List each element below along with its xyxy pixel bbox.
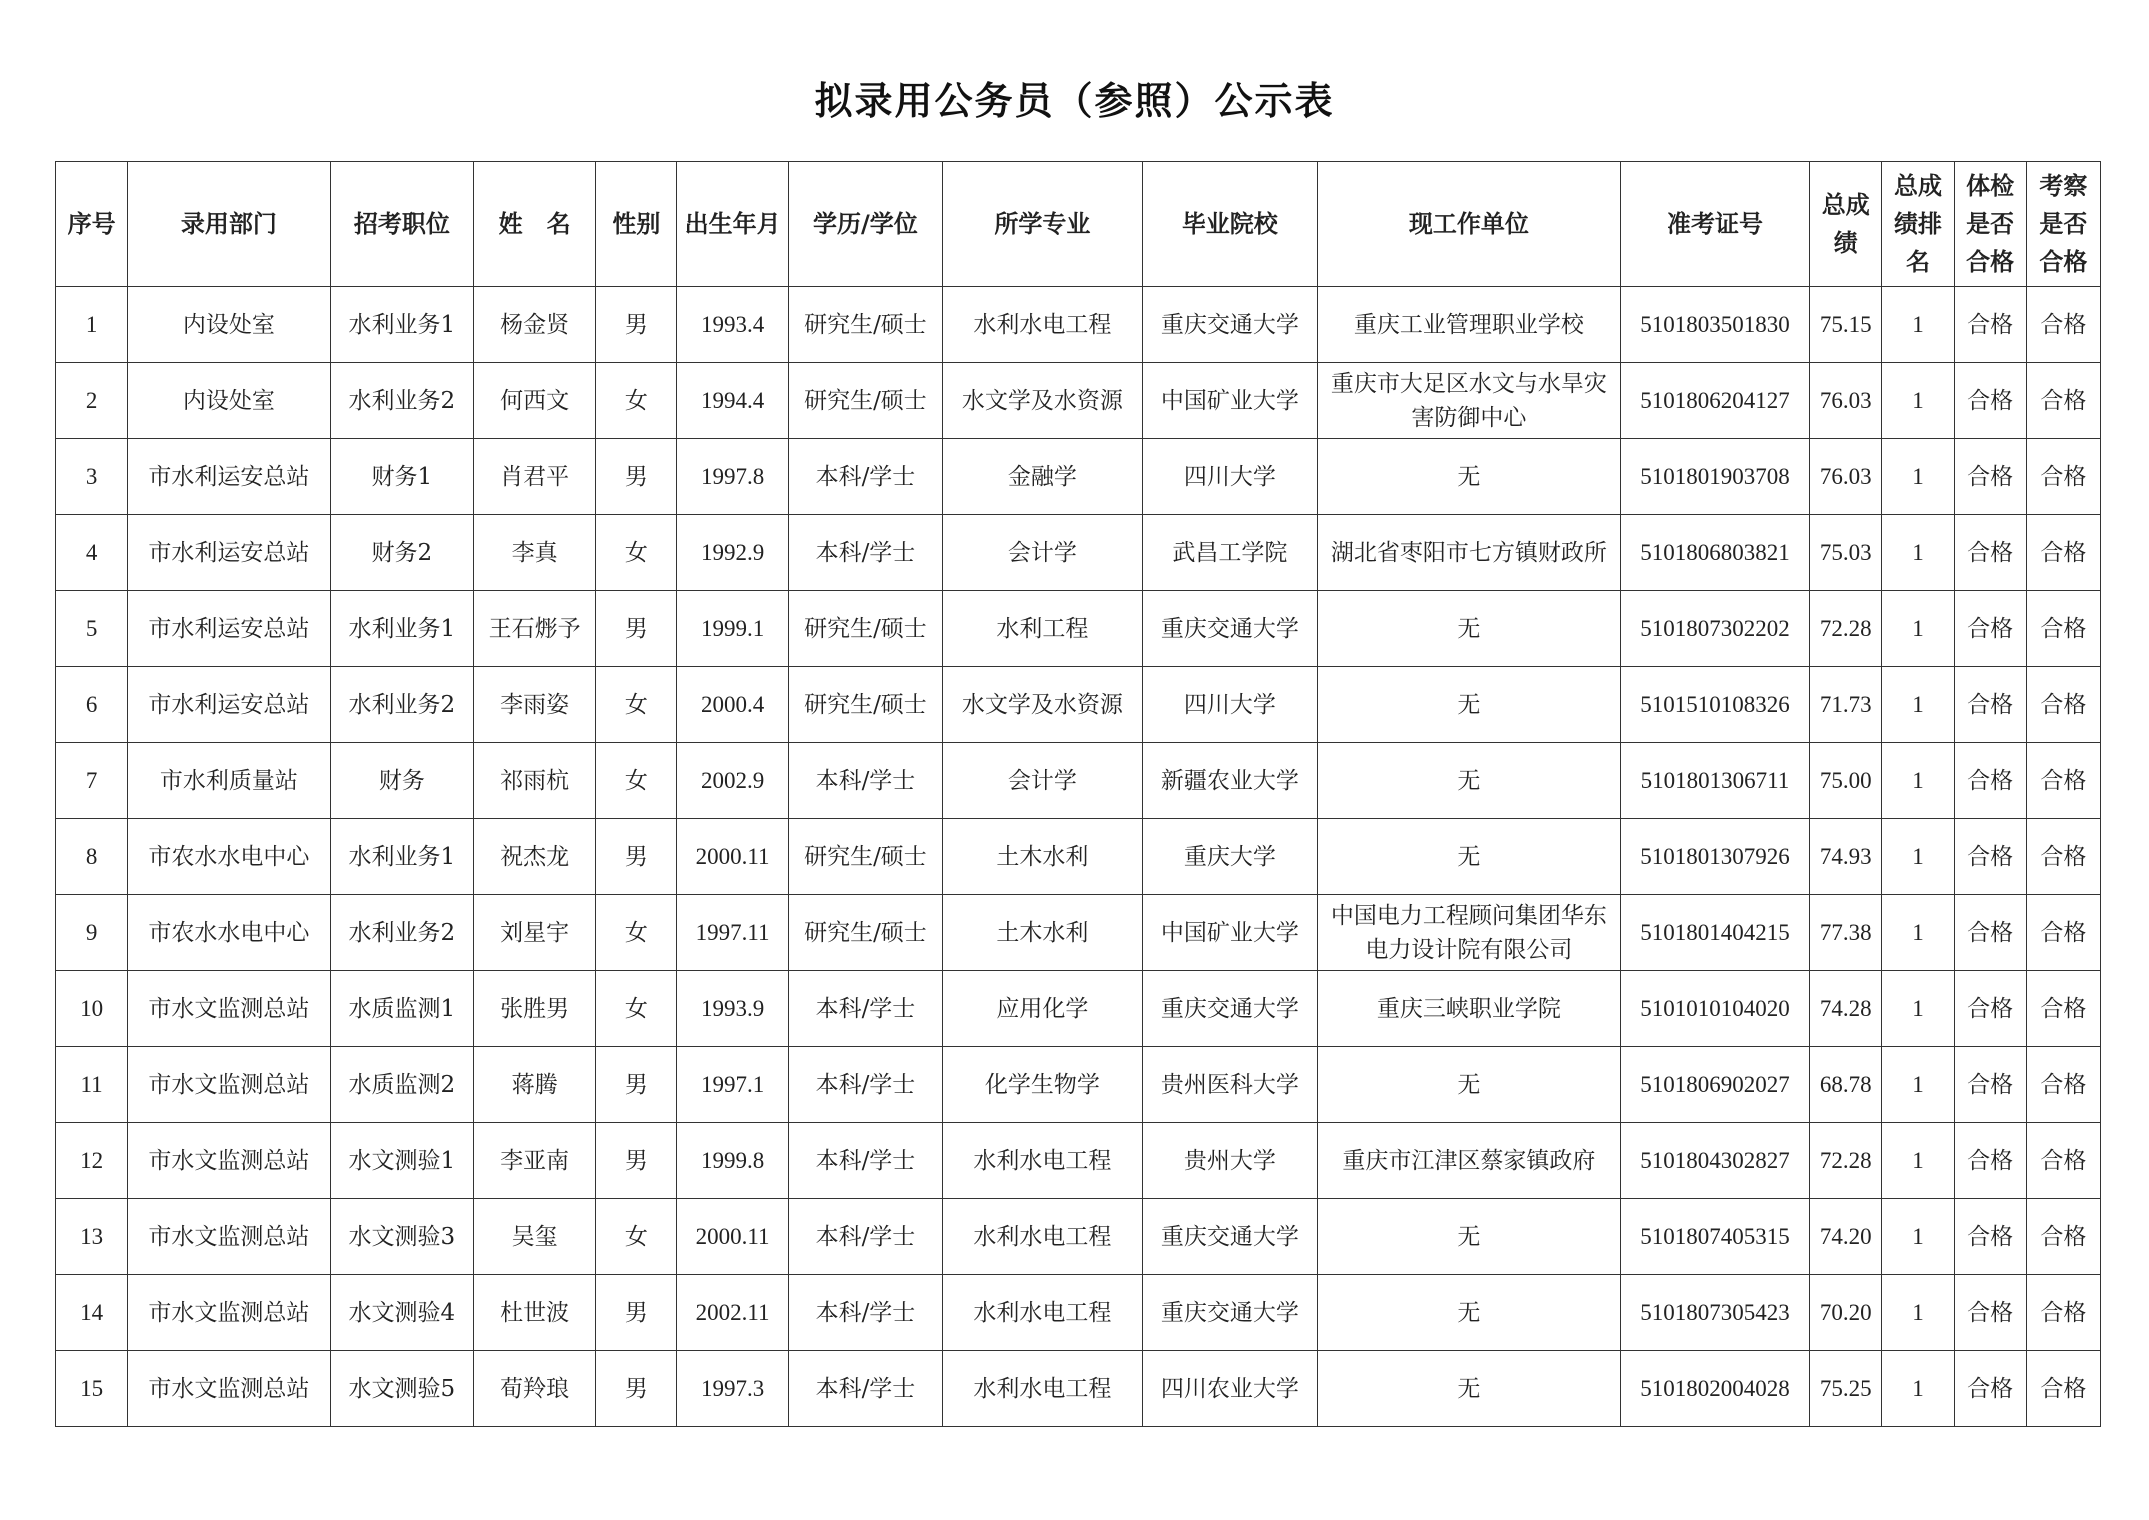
cell-major: 水利水电工程 [943, 1275, 1142, 1351]
cell-rank: 1 [1882, 439, 1954, 515]
table-row [56, 743, 2101, 819]
cell-name: 祁雨杭 [474, 743, 596, 819]
cell-exam-id: 5101801307926 [1620, 819, 1809, 895]
table-row [56, 515, 2101, 591]
cell-score: 74.20 [1810, 1199, 1882, 1275]
cell-rank: 1 [1882, 1123, 1954, 1199]
cell-index: 14 [56, 1275, 128, 1351]
table-row [56, 1275, 2101, 1351]
cell-physical: 合格 [1954, 819, 2026, 895]
cell-name: 吴玺 [474, 1199, 596, 1275]
header-score: 总成绩 [1810, 162, 1882, 287]
cell-school: 重庆交通大学 [1142, 287, 1317, 363]
cell-score: 75.00 [1810, 743, 1882, 819]
cell-exam-id: 5101806204127 [1620, 363, 1809, 439]
cell-employer: 无 [1318, 439, 1621, 515]
cell-rank: 1 [1882, 1199, 1954, 1275]
cell-gender: 男 [596, 819, 677, 895]
cell-position: 水文测验5 [330, 1351, 473, 1427]
cell-rank: 1 [1882, 591, 1954, 667]
cell-education: 研究生/硕士 [788, 667, 942, 743]
cell-inspection: 合格 [2026, 1047, 2100, 1123]
cell-employer: 无 [1318, 1351, 1621, 1427]
cell-employer: 无 [1318, 667, 1621, 743]
header-school: 毕业院校 [1142, 162, 1317, 287]
cell-name: 李雨姿 [474, 667, 596, 743]
cell-education: 本科/学士 [788, 1275, 942, 1351]
header-index: 序号 [56, 162, 128, 287]
cell-position: 水质监测1 [330, 971, 473, 1047]
cell-employer: 重庆市大足区水文与水旱灾害防御中心 [1318, 363, 1621, 439]
cell-index: 10 [56, 971, 128, 1047]
cell-inspection: 合格 [2026, 1123, 2100, 1199]
cell-exam-id: 5101801404215 [1620, 895, 1809, 971]
cell-score: 70.20 [1810, 1275, 1882, 1351]
cell-school: 重庆交通大学 [1142, 1199, 1317, 1275]
cell-rank: 1 [1882, 971, 1954, 1047]
cell-department: 市农水水电中心 [128, 895, 330, 971]
cell-rank: 1 [1882, 1351, 1954, 1427]
cell-exam-id: 5101510108326 [1620, 667, 1809, 743]
cell-name: 王石烿予 [474, 591, 596, 667]
cell-inspection: 合格 [2026, 971, 2100, 1047]
header-physical: 体检是否合格 [1954, 162, 2026, 287]
cell-index: 7 [56, 743, 128, 819]
table-row [56, 591, 2101, 667]
cell-school: 贵州医科大学 [1142, 1047, 1317, 1123]
cell-rank: 1 [1882, 667, 1954, 743]
cell-department: 市水利运安总站 [128, 515, 330, 591]
cell-birth: 2000.11 [677, 1199, 788, 1275]
cell-inspection: 合格 [2026, 439, 2100, 515]
cell-physical: 合格 [1954, 439, 2026, 515]
cell-employer: 无 [1318, 591, 1621, 667]
cell-name: 荀羚琅 [474, 1351, 596, 1427]
cell-score: 75.03 [1810, 515, 1882, 591]
table-row [56, 1123, 2101, 1199]
cell-position: 水利业务1 [330, 287, 473, 363]
cell-score: 71.73 [1810, 667, 1882, 743]
cell-physical: 合格 [1954, 667, 2026, 743]
table-body [56, 287, 2101, 1427]
cell-birth: 1997.3 [677, 1351, 788, 1427]
cell-physical: 合格 [1954, 363, 2026, 439]
cell-school: 重庆交通大学 [1142, 971, 1317, 1047]
cell-position: 水文测验3 [330, 1199, 473, 1275]
cell-position: 水利业务2 [330, 363, 473, 439]
cell-gender: 男 [596, 1275, 677, 1351]
cell-exam-id: 5101804302827 [1620, 1123, 1809, 1199]
table-row [56, 1351, 2101, 1427]
cell-department: 市水文监测总站 [128, 1199, 330, 1275]
cell-exam-id: 5101806803821 [1620, 515, 1809, 591]
cell-score: 75.15 [1810, 287, 1882, 363]
cell-birth: 2002.11 [677, 1275, 788, 1351]
cell-physical: 合格 [1954, 1351, 2026, 1427]
cell-employer: 无 [1318, 1047, 1621, 1123]
cell-position: 水利业务1 [330, 819, 473, 895]
cell-birth: 2000.11 [677, 819, 788, 895]
cell-employer: 重庆市江津区蔡家镇政府 [1318, 1123, 1621, 1199]
cell-index: 11 [56, 1047, 128, 1123]
cell-index: 6 [56, 667, 128, 743]
header-row [56, 162, 2101, 287]
cell-position: 水利业务1 [330, 591, 473, 667]
cell-inspection: 合格 [2026, 819, 2100, 895]
cell-department: 市水文监测总站 [128, 1123, 330, 1199]
cell-education: 研究生/硕士 [788, 591, 942, 667]
header-position: 招考职位 [330, 162, 473, 287]
cell-birth: 1993.4 [677, 287, 788, 363]
cell-inspection: 合格 [2026, 591, 2100, 667]
cell-score: 74.28 [1810, 971, 1882, 1047]
cell-physical: 合格 [1954, 1275, 2026, 1351]
cell-gender: 女 [596, 743, 677, 819]
cell-rank: 1 [1882, 515, 1954, 591]
cell-gender: 女 [596, 895, 677, 971]
cell-education: 本科/学士 [788, 1123, 942, 1199]
cell-exam-id: 5101010104020 [1620, 971, 1809, 1047]
cell-index: 8 [56, 819, 128, 895]
cell-exam-id: 5101807302202 [1620, 591, 1809, 667]
cell-school: 武昌工学院 [1142, 515, 1317, 591]
cell-gender: 男 [596, 1047, 677, 1123]
cell-rank: 1 [1882, 1047, 1954, 1123]
cell-major: 化学生物学 [943, 1047, 1142, 1123]
cell-physical: 合格 [1954, 287, 2026, 363]
cell-major: 水利水电工程 [943, 287, 1142, 363]
header-major: 所学专业 [943, 162, 1142, 287]
cell-employer: 无 [1318, 819, 1621, 895]
cell-school: 贵州大学 [1142, 1123, 1317, 1199]
cell-department: 市农水水电中心 [128, 819, 330, 895]
cell-gender: 男 [596, 1123, 677, 1199]
table-row [56, 363, 2101, 439]
cell-score: 74.93 [1810, 819, 1882, 895]
cell-score: 76.03 [1810, 439, 1882, 515]
cell-education: 本科/学士 [788, 439, 942, 515]
cell-rank: 1 [1882, 287, 1954, 363]
cell-department: 内设处室 [128, 363, 330, 439]
cell-gender: 女 [596, 667, 677, 743]
header-department: 录用部门 [128, 162, 330, 287]
cell-exam-id: 5101801903708 [1620, 439, 1809, 515]
cell-birth: 2002.9 [677, 743, 788, 819]
cell-inspection: 合格 [2026, 363, 2100, 439]
cell-gender: 男 [596, 1351, 677, 1427]
cell-major: 水利水电工程 [943, 1351, 1142, 1427]
cell-gender: 女 [596, 971, 677, 1047]
cell-employer: 无 [1318, 1275, 1621, 1351]
cell-name: 张胜男 [474, 971, 596, 1047]
cell-department: 市水文监测总站 [128, 1351, 330, 1427]
cell-index: 15 [56, 1351, 128, 1427]
cell-education: 研究生/硕士 [788, 895, 942, 971]
cell-name: 李亚南 [474, 1123, 596, 1199]
header-name: 姓 名 [474, 162, 596, 287]
table-row [56, 1199, 2101, 1275]
cell-inspection: 合格 [2026, 667, 2100, 743]
cell-gender: 女 [596, 363, 677, 439]
cell-education: 研究生/硕士 [788, 819, 942, 895]
header-education: 学历/学位 [788, 162, 942, 287]
cell-birth: 1992.9 [677, 515, 788, 591]
cell-gender: 男 [596, 439, 677, 515]
cell-department: 市水利运安总站 [128, 439, 330, 515]
cell-position: 水质监测2 [330, 1047, 473, 1123]
table-row [56, 439, 2101, 515]
cell-rank: 1 [1882, 363, 1954, 439]
cell-department: 市水文监测总站 [128, 971, 330, 1047]
cell-position: 财务2 [330, 515, 473, 591]
cell-school: 四川大学 [1142, 439, 1317, 515]
cell-index: 1 [56, 287, 128, 363]
cell-education: 本科/学士 [788, 515, 942, 591]
cell-school: 重庆交通大学 [1142, 1275, 1317, 1351]
cell-position: 水文测验4 [330, 1275, 473, 1351]
cell-inspection: 合格 [2026, 1199, 2100, 1275]
cell-index: 2 [56, 363, 128, 439]
cell-name: 杜世波 [474, 1275, 596, 1351]
cell-major: 水文学及水资源 [943, 363, 1142, 439]
header-birth: 出生年月 [677, 162, 788, 287]
header-gender: 性别 [596, 162, 677, 287]
candidate-table [55, 161, 2101, 1427]
cell-employer: 湖北省枣阳市七方镇财政所 [1318, 515, 1621, 591]
cell-education: 本科/学士 [788, 1199, 942, 1275]
cell-education: 本科/学士 [788, 971, 942, 1047]
cell-exam-id: 5101807405315 [1620, 1199, 1809, 1275]
cell-major: 水利水电工程 [943, 1123, 1142, 1199]
cell-department: 市水利运安总站 [128, 667, 330, 743]
cell-birth: 1994.4 [677, 363, 788, 439]
cell-name: 祝杰龙 [474, 819, 596, 895]
cell-employer: 重庆工业管理职业学校 [1318, 287, 1621, 363]
table-row [56, 819, 2101, 895]
cell-education: 本科/学士 [788, 743, 942, 819]
cell-major: 会计学 [943, 515, 1142, 591]
cell-department: 市水文监测总站 [128, 1275, 330, 1351]
cell-employer: 中国电力工程顾问集团华东电力设计院有限公司 [1318, 895, 1621, 971]
cell-position: 财务 [330, 743, 473, 819]
cell-education: 本科/学士 [788, 1351, 942, 1427]
cell-inspection: 合格 [2026, 895, 2100, 971]
cell-school: 中国矿业大学 [1142, 895, 1317, 971]
cell-employer: 重庆三峡职业学院 [1318, 971, 1621, 1047]
cell-inspection: 合格 [2026, 1275, 2100, 1351]
cell-birth: 1999.1 [677, 591, 788, 667]
table-row [56, 667, 2101, 743]
cell-major: 土木水利 [943, 819, 1142, 895]
cell-birth: 1997.8 [677, 439, 788, 515]
cell-index: 13 [56, 1199, 128, 1275]
table-row [56, 971, 2101, 1047]
cell-physical: 合格 [1954, 743, 2026, 819]
cell-major: 水文学及水资源 [943, 667, 1142, 743]
cell-physical: 合格 [1954, 1047, 2026, 1123]
cell-score: 77.38 [1810, 895, 1882, 971]
cell-department: 市水文监测总站 [128, 1047, 330, 1123]
header-employer: 现工作单位 [1318, 162, 1621, 287]
cell-exam-id: 5101803501830 [1620, 287, 1809, 363]
cell-school: 重庆交通大学 [1142, 591, 1317, 667]
cell-inspection: 合格 [2026, 287, 2100, 363]
cell-index: 4 [56, 515, 128, 591]
cell-score: 75.25 [1810, 1351, 1882, 1427]
cell-school: 四川农业大学 [1142, 1351, 1317, 1427]
page-title: 拟录用公务员（参照）公示表 [814, 78, 1335, 123]
cell-physical: 合格 [1954, 515, 2026, 591]
cell-education: 研究生/硕士 [788, 363, 942, 439]
cell-position: 水利业务2 [330, 895, 473, 971]
cell-physical: 合格 [1954, 591, 2026, 667]
cell-employer: 无 [1318, 743, 1621, 819]
cell-score: 72.28 [1810, 1123, 1882, 1199]
cell-physical: 合格 [1954, 1199, 2026, 1275]
cell-school: 四川大学 [1142, 667, 1317, 743]
cell-rank: 1 [1882, 895, 1954, 971]
cell-school: 重庆大学 [1142, 819, 1317, 895]
header-rank: 总成绩排名 [1882, 162, 1954, 287]
table-row [56, 895, 2101, 971]
cell-score: 68.78 [1810, 1047, 1882, 1123]
cell-name: 刘星宇 [474, 895, 596, 971]
cell-major: 水利水电工程 [943, 1199, 1142, 1275]
cell-birth: 1999.8 [677, 1123, 788, 1199]
cell-education: 研究生/硕士 [788, 287, 942, 363]
cell-position: 水文测验1 [330, 1123, 473, 1199]
cell-birth: 1997.11 [677, 895, 788, 971]
cell-physical: 合格 [1954, 971, 2026, 1047]
cell-major: 水利工程 [943, 591, 1142, 667]
cell-name: 蒋腾 [474, 1047, 596, 1123]
cell-major: 应用化学 [943, 971, 1142, 1047]
cell-gender: 女 [596, 515, 677, 591]
cell-education: 本科/学士 [788, 1047, 942, 1123]
cell-name: 杨金贤 [474, 287, 596, 363]
cell-name: 何西文 [474, 363, 596, 439]
cell-major: 金融学 [943, 439, 1142, 515]
cell-birth: 1993.9 [677, 971, 788, 1047]
cell-name: 李真 [474, 515, 596, 591]
cell-gender: 女 [596, 1199, 677, 1275]
cell-position: 财务1 [330, 439, 473, 515]
cell-employer: 无 [1318, 1199, 1621, 1275]
cell-exam-id: 5101807305423 [1620, 1275, 1809, 1351]
table-row [56, 287, 2101, 363]
cell-inspection: 合格 [2026, 1351, 2100, 1427]
cell-school: 新疆农业大学 [1142, 743, 1317, 819]
cell-score: 72.28 [1810, 591, 1882, 667]
cell-index: 5 [56, 591, 128, 667]
cell-physical: 合格 [1954, 1123, 2026, 1199]
cell-birth: 1997.1 [677, 1047, 788, 1123]
cell-school: 中国矿业大学 [1142, 363, 1317, 439]
cell-position: 水利业务2 [330, 667, 473, 743]
cell-gender: 男 [596, 287, 677, 363]
cell-inspection: 合格 [2026, 515, 2100, 591]
header-inspection: 考察是否合格 [2026, 162, 2100, 287]
cell-birth: 2000.4 [677, 667, 788, 743]
cell-major: 土木水利 [943, 895, 1142, 971]
cell-index: 9 [56, 895, 128, 971]
cell-inspection: 合格 [2026, 743, 2100, 819]
cell-score: 76.03 [1810, 363, 1882, 439]
cell-name: 肖君平 [474, 439, 596, 515]
cell-rank: 1 [1882, 819, 1954, 895]
cell-rank: 1 [1882, 743, 1954, 819]
cell-department: 内设处室 [128, 287, 330, 363]
cell-physical: 合格 [1954, 895, 2026, 971]
cell-index: 12 [56, 1123, 128, 1199]
cell-exam-id: 5101801306711 [1620, 743, 1809, 819]
cell-exam-id: 5101802004028 [1620, 1351, 1809, 1427]
cell-rank: 1 [1882, 1275, 1954, 1351]
header-exam-id: 准考证号 [1620, 162, 1809, 287]
table-row [56, 1047, 2101, 1123]
cell-exam-id: 5101806902027 [1620, 1047, 1809, 1123]
cell-major: 会计学 [943, 743, 1142, 819]
cell-department: 市水利质量站 [128, 743, 330, 819]
cell-index: 3 [56, 439, 128, 515]
cell-gender: 男 [596, 591, 677, 667]
cell-department: 市水利运安总站 [128, 591, 330, 667]
